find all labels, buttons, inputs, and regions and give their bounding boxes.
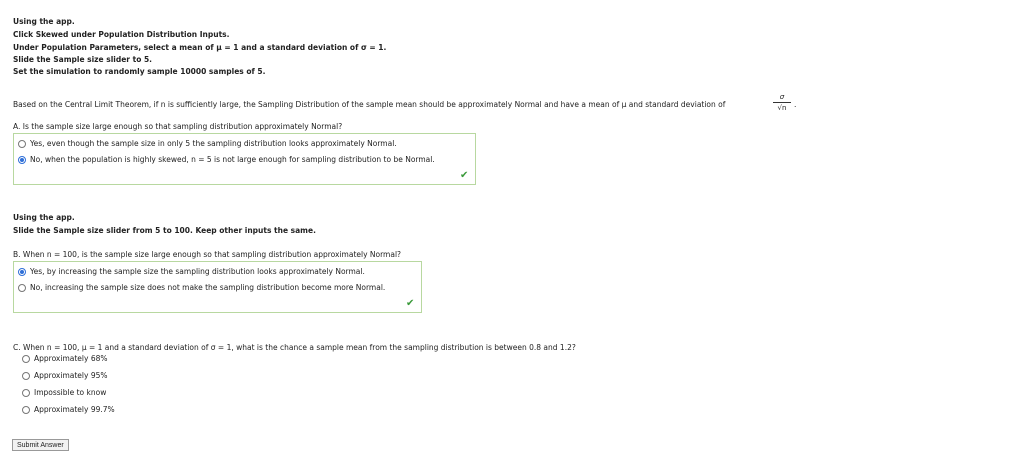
option-label: Impossible to know <box>34 388 107 397</box>
question-b-answer-box <box>13 261 422 313</box>
question-c: C. When n = 100, μ = 1 and a standard deviation of σ = 1, what is the chance a sample mean from the sampling distribution is between 0.8 and 1.2? <box>13 343 576 352</box>
instruction-line: Slide the Sample size slider from 5 to 100. Keep other inputs the same. <box>13 226 316 235</box>
instruction-line: Click Skewed under Population Distribution Inputs. <box>13 30 230 39</box>
correct-check-icon: ✔ <box>406 298 415 309</box>
radio-button[interactable] <box>18 284 26 292</box>
sigma-over-sqrt-n <box>773 93 791 113</box>
option-label: No, increasing the sample size does not make the sampling distribution become more Normal. <box>30 283 386 292</box>
instruction-line: Under Population Parameters, select a mean of μ = 1 and a standard deviation of σ = 1. <box>13 43 387 52</box>
option-label: No, when the population is highly skewed, n = 5 is not large enough for sampling distribution to be Normal. <box>30 155 435 164</box>
question-a: A. Is the sample size large enough so that sampling distribution approximately Normal? <box>13 122 343 131</box>
submit-answer-button[interactable]: Submit Answer <box>12 439 69 451</box>
instruction-line: Set the simulation to randomly sample 10000 samples of 5. <box>13 67 266 76</box>
option-label: Yes, even though the sample size in only 5 the sampling distribution looks approximately Normal. <box>30 139 397 148</box>
radio-button-selected[interactable] <box>18 268 26 276</box>
radio-button[interactable] <box>22 355 30 363</box>
frac-numerator: σ <box>773 93 791 103</box>
radio-button[interactable] <box>18 140 26 148</box>
radio-button[interactable] <box>22 372 30 380</box>
question-a-option-yes[interactable] <box>18 139 397 148</box>
question-a-answer-box <box>13 133 476 185</box>
instruction-line: Using the app. <box>13 213 75 222</box>
frac-period: . <box>794 100 797 109</box>
correct-check-icon: ✔ <box>460 170 469 181</box>
option-label: Approximately 99.7% <box>34 405 115 414</box>
question-b-option-yes[interactable] <box>18 267 365 276</box>
radio-button[interactable] <box>22 389 30 397</box>
option-label: Approximately 95% <box>34 371 108 380</box>
instruction-line: Using the app. <box>13 17 75 26</box>
radio-button-selected[interactable] <box>18 156 26 164</box>
radio-button[interactable] <box>22 406 30 414</box>
frac-denominator: √n <box>777 104 787 113</box>
question-b: B. When n = 100, is the sample size large enough so that sampling distribution approximately Normal? <box>13 250 402 259</box>
question-a-option-no[interactable] <box>18 155 435 164</box>
instruction-line: Slide the Sample size slider to 5. <box>13 55 153 64</box>
option-label: Approximately 68% <box>34 354 108 363</box>
question-c-option[interactable] <box>22 388 106 397</box>
question-c-option[interactable] <box>22 371 107 380</box>
question-c-option[interactable] <box>22 405 115 414</box>
clt-statement: Based on the Central Limit Theorem, if n is sufficiently large, the Sampling Distribution of the sample mean should be approximately Normal and have a mean of μ and standard deviation of <box>13 100 726 109</box>
question-b-option-no[interactable] <box>18 283 385 292</box>
question-c-option[interactable] <box>22 354 107 363</box>
option-label: Yes, by increasing the sample size the sampling distribution looks approximately Normal. <box>30 267 365 276</box>
